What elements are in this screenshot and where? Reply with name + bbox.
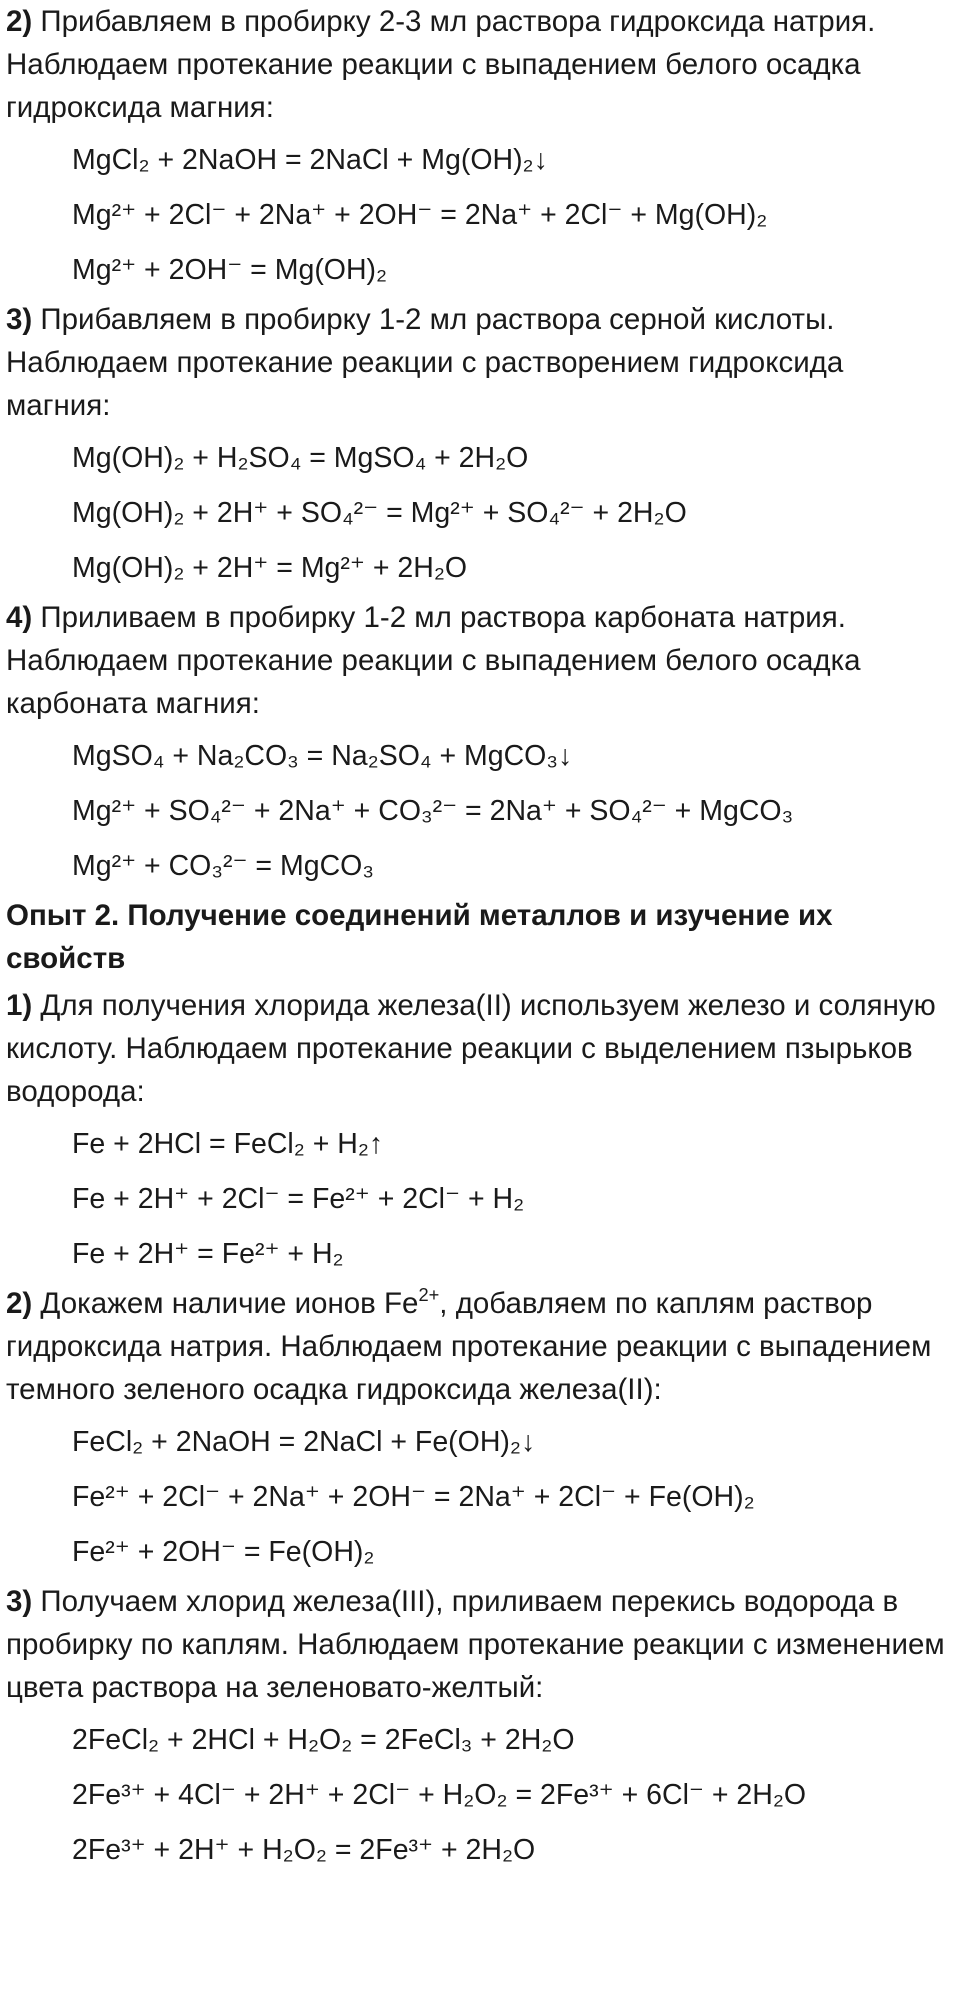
ion-charge: 2+ <box>418 1284 440 1306</box>
equation-short-ionic: Mg²⁺ + 2OH⁻ = Mg(OH)₂ <box>72 254 388 286</box>
step-number: 4) <box>6 601 33 634</box>
step-paragraph <box>6 1580 954 1709</box>
equation-molecular: MgSO₄ + Na₂CO₃ = Na₂SO₄ + MgCO₃↓ <box>72 740 573 772</box>
step-paragraph <box>6 0 954 129</box>
step-number: 2) <box>6 5 33 38</box>
equation-full-ionic: Fe²⁺ + 2Cl⁻ + 2Na⁺ + 2OH⁻ = 2Na⁺ + 2Cl⁻ + Fe(OH)₂ <box>72 1481 755 1513</box>
step-text: Приливаем в пробирку 1-2 мл раствора карбоната натрия. Наблюдаем протекание реакции с выпадением белого осадка карбоната магния: <box>6 601 861 720</box>
equation-full-ionic: 2Fe³⁺ + 4Cl⁻ + 2H⁺ + 2Cl⁻ + H₂O₂ = 2Fe³⁺ + 6Cl⁻ + 2H₂O <box>72 1779 807 1811</box>
equation-short-ionic: Fe + 2H⁺ = Fe²⁺ + H₂ <box>72 1238 344 1270</box>
equation-molecular: FeCl₂ + 2NaOH = 2NaCl + Fe(OH)₂↓ <box>72 1426 536 1458</box>
equation-short-ionic: Fe²⁺ + 2OH⁻ = Fe(OH)₂ <box>72 1536 375 1568</box>
equation-full-ionic: Fe + 2H⁺ + 2Cl⁻ = Fe²⁺ + 2Cl⁻ + H₂ <box>72 1183 525 1215</box>
equation-full-ionic: Mg(OH)₂ + 2H⁺ + SO₄²⁻ = Mg²⁺ + SO₄²⁻ + 2H₂O <box>72 497 687 529</box>
step-paragraph <box>6 984 954 1113</box>
step-number: 3) <box>6 303 33 336</box>
step-text: Прибавляем в пробирку 1-2 мл раствора серной кислоты. Наблюдаем протекание реакции с растворением гидроксида магния: <box>6 303 844 422</box>
step-text: Получаем хлорид железа(III), приливаем перекись водорода в пробирку по каплям. Наблюдаем протекание реакции с изменением цвета раствора на зеленовато-желтый: <box>6 1585 945 1704</box>
equation-molecular: Mg(OH)₂ + H₂SO₄ = MgSO₄ + 2H₂O <box>72 442 529 474</box>
step-text: Для получения хлорида железа(II) используем железо и соляную кислоту. Наблюдаем протекание реакции с выделением пзырьков водорода: <box>6 989 936 1108</box>
step-text: Прибавляем в пробирку 2-3 мл раствора гидроксида натрия. Наблюдаем протекание реакции с выпадением белого осадка гидроксида магния: <box>6 5 876 124</box>
step-paragraph <box>6 1282 954 1411</box>
equation-molecular: 2FeCl₂ + 2HCl + H₂O₂ = 2FeCl₃ + 2H₂O <box>72 1724 575 1756</box>
equation-molecular: Fe + 2HCl = FeCl₂ + H₂↑ <box>72 1128 384 1160</box>
experiment-heading: Опыт 2. Получение соединений металлов и изучение их свойств <box>6 899 833 975</box>
step-text-continued: , добавляем по каплям раствор гидроксида натрия. Наблюдаем протекание реакции с выпадением темного зеленого осадка гидроксида железа(II): <box>6 1287 932 1406</box>
step-number: 2) <box>6 1287 33 1320</box>
equation-short-ionic: Mg(OH)₂ + 2H⁺ = Mg²⁺ + 2H₂O <box>72 552 468 584</box>
step-number: 3) <box>6 1585 33 1618</box>
step-number: 1) <box>6 989 33 1022</box>
equation-full-ionic: Mg²⁺ + 2Cl⁻ + 2Na⁺ + 2OH⁻ = 2Na⁺ + 2Cl⁻ + Mg(OH)₂ <box>72 199 768 231</box>
equation-molecular: MgCl₂ + 2NaOH = 2NaCl + Mg(OH)₂↓ <box>72 144 548 176</box>
equation-short-ionic: Mg²⁺ + CO₃²⁻ = MgCO₃ <box>72 850 374 882</box>
equation-full-ionic: Mg²⁺ + SO₄²⁻ + 2Na⁺ + CO₃²⁻ = 2Na⁺ + SO₄²⁻ + MgCO₃ <box>72 795 794 827</box>
step-paragraph <box>6 298 954 427</box>
step-paragraph <box>6 596 954 725</box>
equation-short-ionic: 2Fe³⁺ + 2H⁺ + H₂O₂ = 2Fe³⁺ + 2H₂O <box>72 1834 536 1866</box>
step-text: Докажем наличие ионов Fe <box>32 1287 419 1320</box>
